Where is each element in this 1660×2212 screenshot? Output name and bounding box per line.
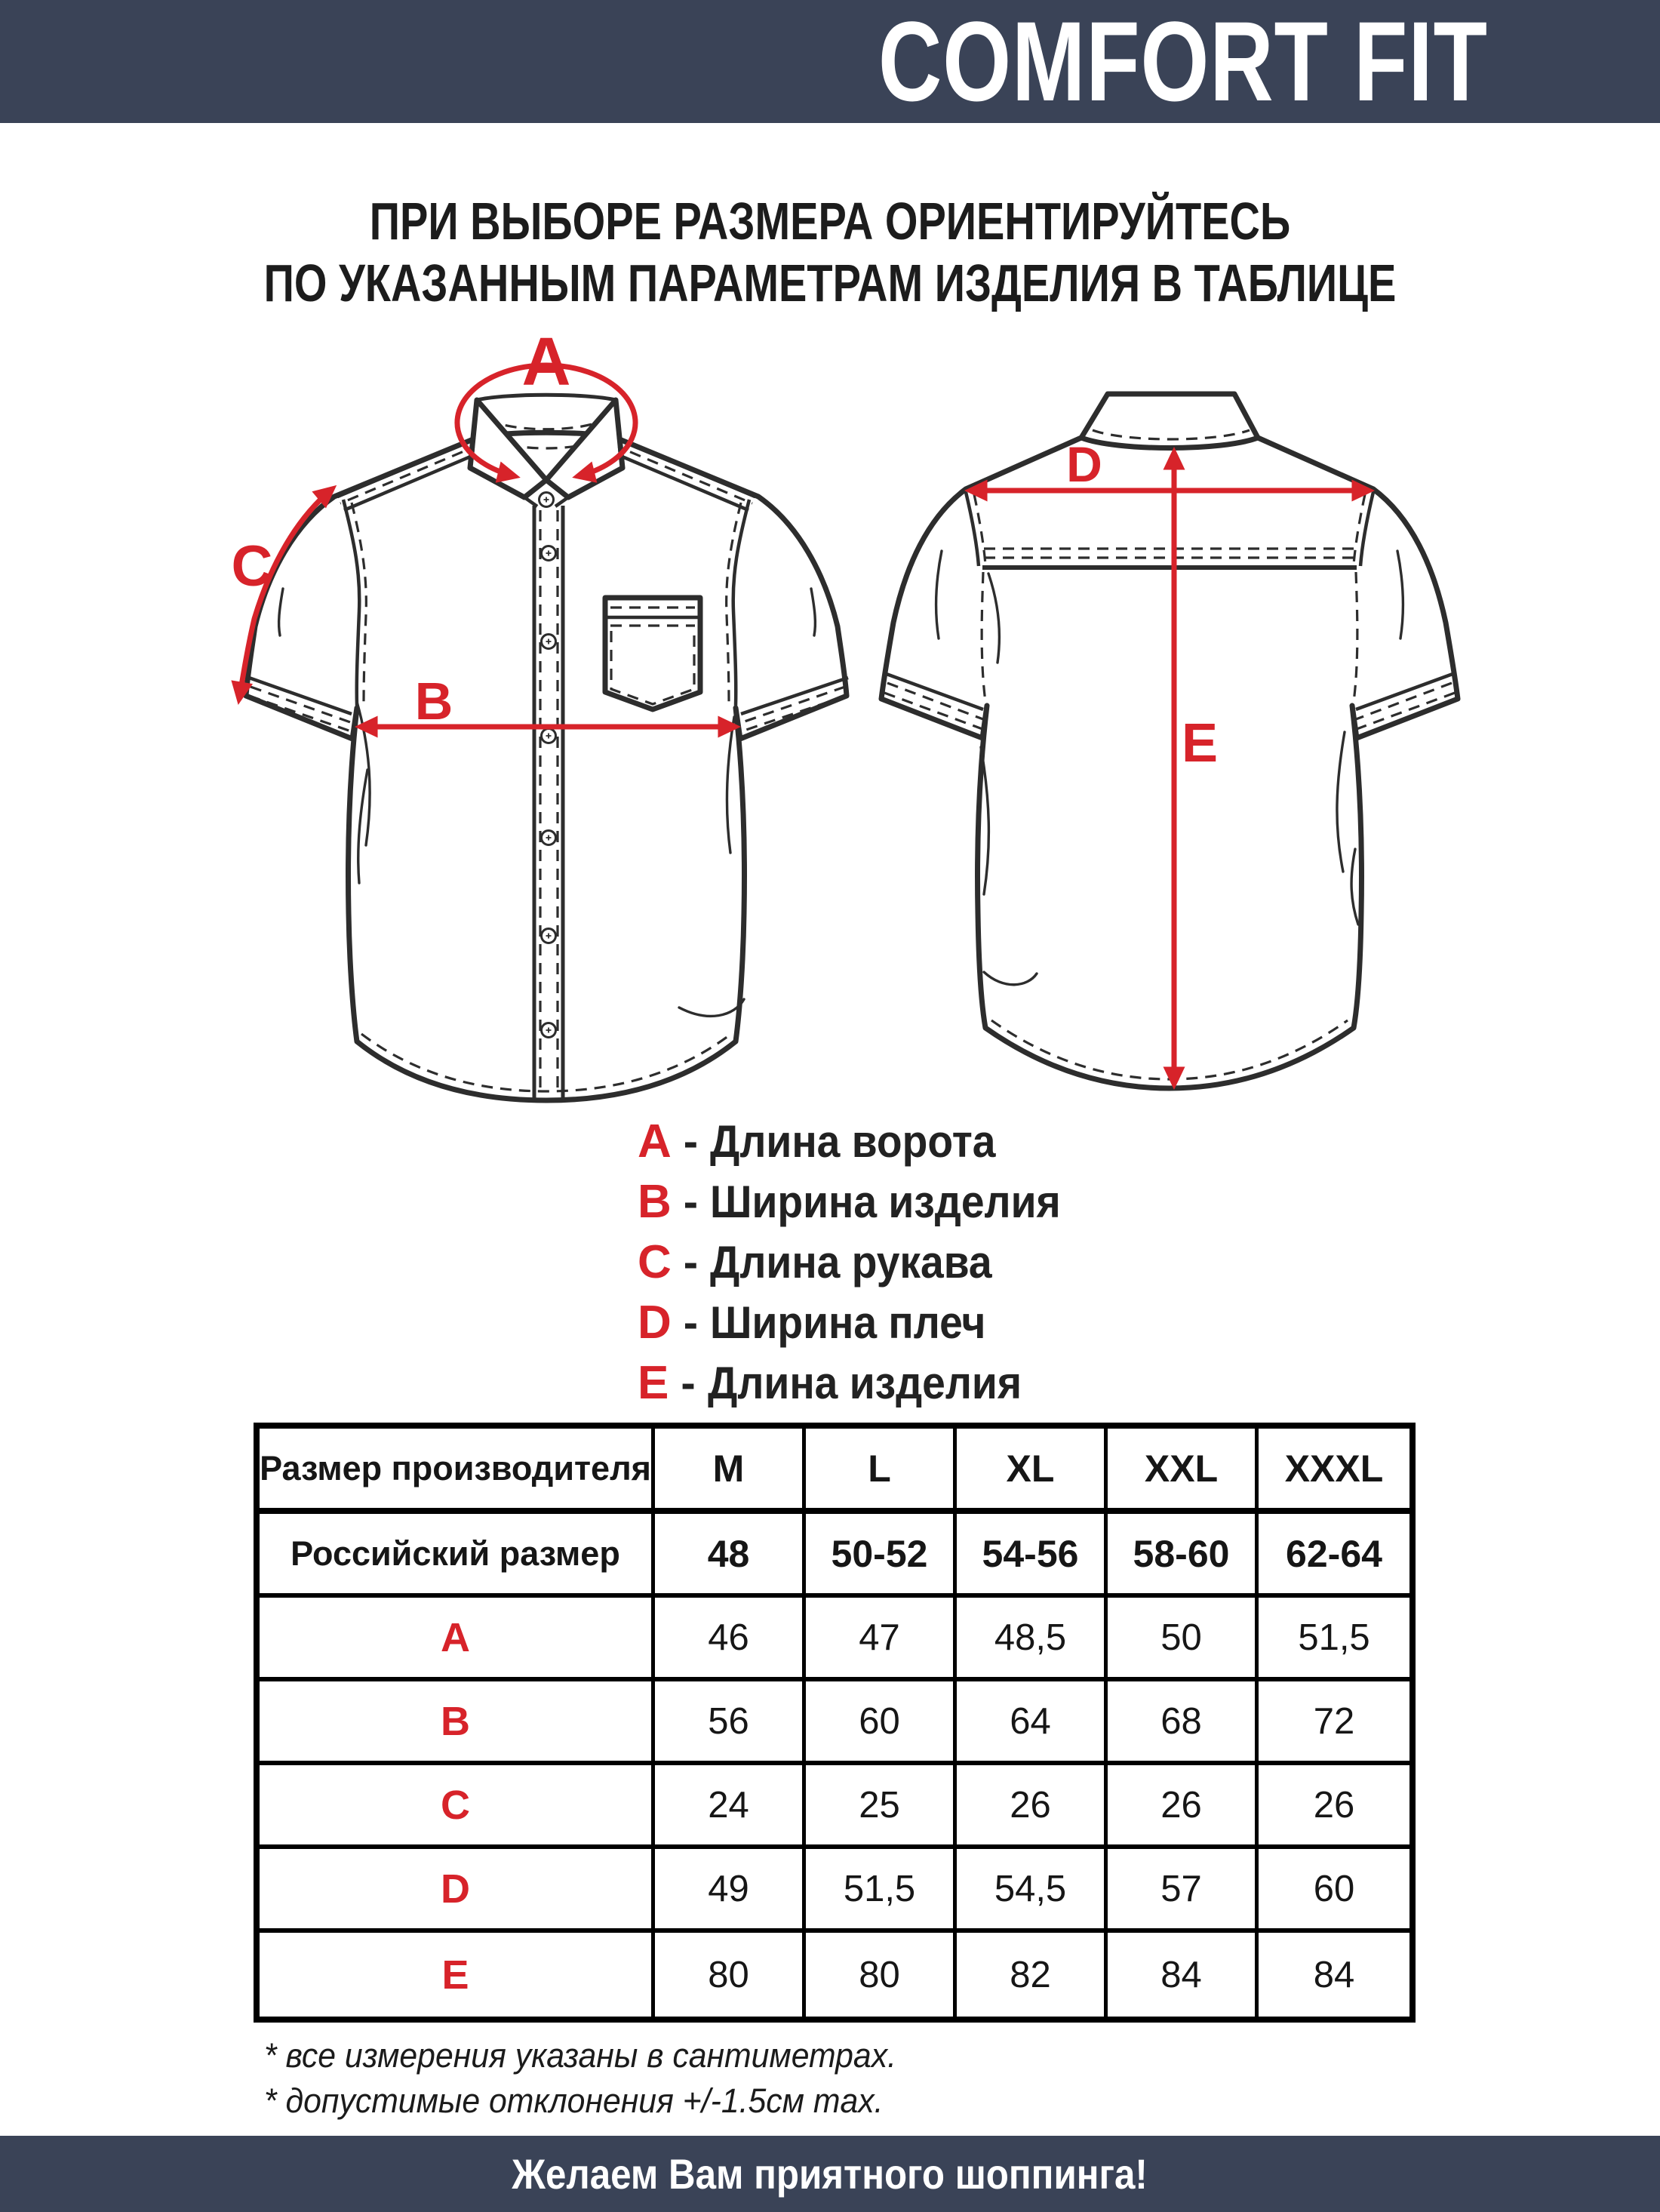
intro-heading: [0, 190, 1660, 314]
measure-label-c: C: [231, 534, 273, 598]
measure-value-cell: 26: [1259, 1765, 1409, 1849]
measure-value-cell: 80: [655, 1933, 806, 2017]
size-table: [254, 1423, 1416, 2023]
russian-size-cell: 58-60: [1108, 1514, 1259, 1598]
measure-key-cell: E: [260, 1933, 655, 2017]
measure-value-cell: 68: [1108, 1681, 1259, 1765]
measure-value-cell: 51,5: [1259, 1598, 1409, 1681]
measure-label-e: E: [1181, 713, 1219, 774]
measure-label-b: B: [414, 672, 453, 731]
measure-key-cell: C: [260, 1765, 655, 1849]
legend-label-d: Ширина плеч: [710, 1297, 986, 1348]
legend-label-a: Длина ворота: [710, 1115, 996, 1167]
measure-value-cell: 60: [806, 1681, 957, 1765]
measure-value-cell: 82: [957, 1933, 1108, 2017]
russian-size-header-cell: Российский размер: [260, 1514, 655, 1598]
legend-separator: -: [683, 1297, 699, 1347]
legend-key-d: D: [638, 1296, 672, 1349]
intro-line-1: ПРИ ВЫБОРЕ РАЗМЕРА ОРИЕНТИРУЙТЕСЬ: [369, 192, 1291, 251]
size-header-cell: XXXL: [1259, 1429, 1409, 1514]
measure-value-cell: 72: [1259, 1681, 1409, 1765]
back-shirt-body: [881, 432, 1458, 1089]
measure-value-cell: 25: [806, 1765, 957, 1849]
russian-size-cell: 50-52: [806, 1514, 957, 1598]
footnote-units: * все измерения указаны в сантиметрах.: [264, 2036, 896, 2075]
header-bar: [0, 0, 1660, 123]
russian-size-cell: 48: [655, 1514, 806, 1598]
legend-item-d: [638, 1292, 1091, 1352]
size-header-cell: XL: [957, 1429, 1108, 1514]
measure-value-cell: 60: [1259, 1849, 1409, 1933]
measure-value-cell: 84: [1313, 1954, 1355, 1995]
measure-value-cell: 56: [655, 1681, 806, 1765]
legend-separator: -: [683, 1116, 699, 1166]
footer-bar: [0, 2136, 1660, 2212]
measure-value-cell: 24: [655, 1765, 806, 1849]
legend-label-b: Ширина изделия: [710, 1176, 1061, 1227]
brand-title: COMFORT FIT: [878, 0, 1488, 125]
measure-value-cell: 64: [957, 1681, 1108, 1765]
russian-size-cell: 54-56: [957, 1514, 1108, 1598]
legend-separator: -: [681, 1358, 696, 1407]
back-shirt-diagram: [868, 325, 1509, 1117]
measure-value-cell: 54,5: [957, 1849, 1108, 1933]
legend-item-b: [638, 1171, 1091, 1232]
measure-value-cell: 46: [655, 1598, 806, 1681]
footer-message: Желаем Вам приятного шоппинга!: [512, 2150, 1148, 2198]
measure-value-cell: 80: [806, 1933, 957, 2017]
measurement-legend: [638, 1111, 1091, 1413]
legend-separator: -: [683, 1177, 699, 1226]
legend-key-c: C: [638, 1235, 672, 1288]
legend-separator: -: [683, 1237, 699, 1287]
legend-item-c: [638, 1232, 1091, 1292]
measure-value-cell: 51,5: [806, 1849, 957, 1933]
legend-key-a: A: [638, 1115, 672, 1168]
legend-item-e: [638, 1352, 1091, 1413]
collar-button: [540, 493, 554, 507]
legend-item-a: [638, 1111, 1091, 1171]
measure-value-cell: 84: [1108, 1933, 1259, 2017]
size-header-cell: XXL: [1108, 1429, 1259, 1514]
measure-value-cell: 26: [1108, 1765, 1259, 1849]
legend-key-e: E: [638, 1356, 669, 1409]
measure-value-cell: 47: [806, 1598, 957, 1681]
measure-key-cell: A: [260, 1598, 655, 1681]
measure-value-cell: 26: [957, 1765, 1108, 1849]
legend-label-e: Длина изделия: [707, 1357, 1022, 1408]
size-header-cell: M: [655, 1429, 806, 1514]
measure-value-cell: 49: [655, 1849, 806, 1933]
footnote-tolerance: * допустимые отклонения +/-1.5см max.: [264, 2081, 884, 2120]
legend-label-c: Длина рукава: [710, 1236, 992, 1288]
front-shirt-diagram: [211, 325, 853, 1117]
legend-key-b: B: [638, 1175, 672, 1228]
measure-value-cell: 57: [1108, 1849, 1259, 1933]
measure-value-cell: 50: [1108, 1598, 1259, 1681]
measure-label-a: A: [521, 325, 571, 400]
measure-key-cell: D: [260, 1849, 655, 1933]
front-shirt-body: [246, 432, 847, 1100]
measure-label-d: D: [1066, 436, 1102, 492]
size-header-cell: L: [806, 1429, 957, 1514]
intro-line-2: ПО УКАЗАННЫМ ПАРАМЕТРАМ ИЗДЕЛИЯ В ТАБЛИЦЕ: [263, 254, 1397, 312]
front-chest-pocket: [605, 598, 700, 709]
producer-size-header-cell: Размер производителя: [260, 1429, 655, 1514]
russian-size-cell: 62-64: [1259, 1514, 1409, 1598]
measure-key-cell: B: [260, 1681, 655, 1765]
measure-value-cell: 48,5: [957, 1598, 1108, 1681]
back-collar: [1081, 394, 1258, 448]
footnotes: [264, 2033, 930, 2124]
